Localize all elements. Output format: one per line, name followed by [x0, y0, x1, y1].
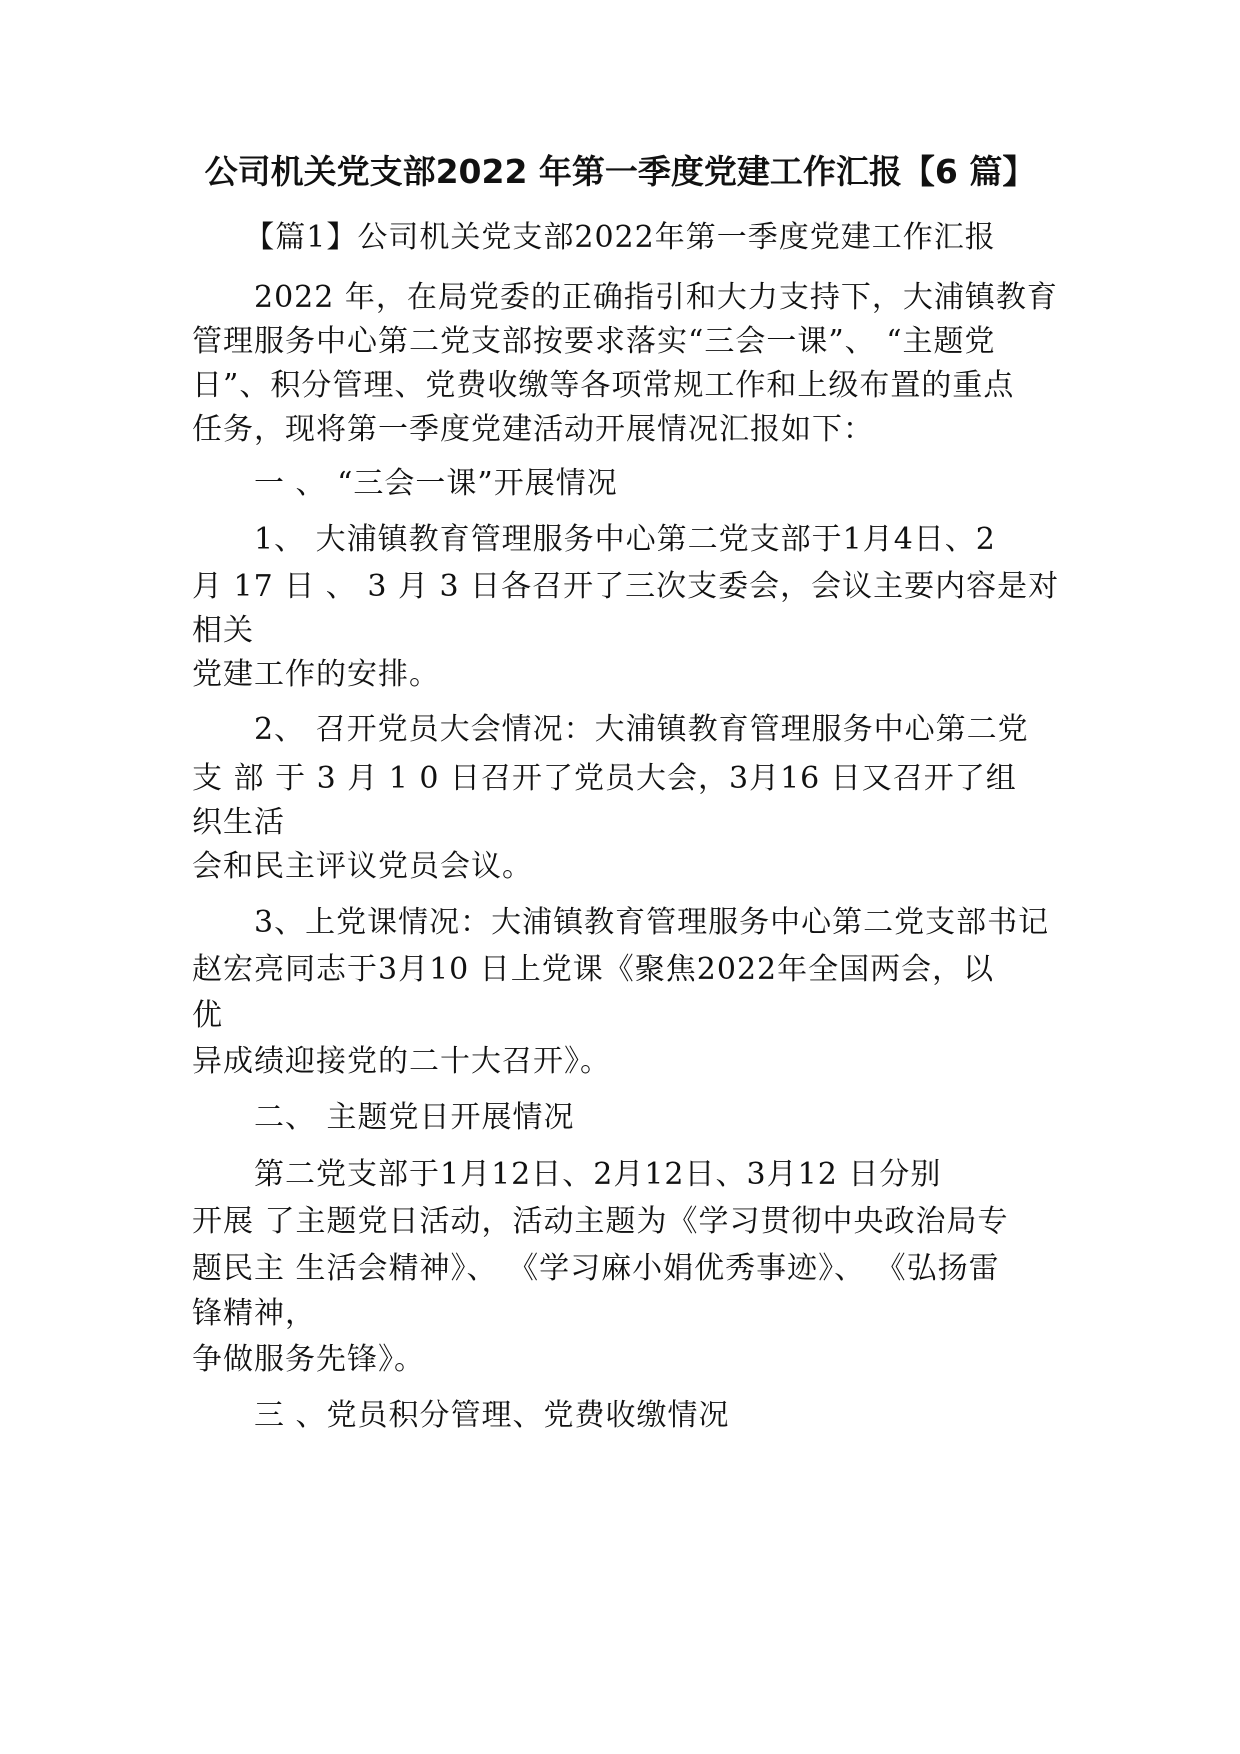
section-heading: 一 、 “三会一课”开展情况	[192, 466, 618, 501]
body-line: 织生活	[192, 805, 285, 840]
body-line: 开展 了主题党日活动，活动主题为《学习贯彻中央政治局专	[192, 1204, 1009, 1239]
section-heading: 二、 主题党日开展情况	[192, 1100, 575, 1135]
body-line: 争做服务先锋》。	[192, 1342, 425, 1377]
body-line: 管理服务中心第二党支部按要求落实“三会一课”、 “主题党	[192, 324, 996, 359]
body-line: 党建工作的安排。	[192, 657, 440, 692]
body-line: 任务，现将第一季度党建活动开展情况汇报如下：	[192, 412, 874, 447]
body-line: 3、上党课情况：大浦镇教育管理服务中心第二党支部书记	[192, 905, 1050, 940]
document-subtitle: 【篇1】公司机关党支部2022年第一季度党建工作汇报	[244, 220, 996, 255]
body-line: 优	[192, 998, 223, 1033]
body-line: 会和民主评议党员会议。	[192, 849, 533, 884]
body-line: 2022 年，在局党委的正确指引和大力支持下，大浦镇教育	[192, 280, 1058, 315]
body-line: 1、 大浦镇教育管理服务中心第二党支部于1月4日、2	[192, 522, 996, 557]
body-line: 锋精神，	[192, 1296, 316, 1331]
body-line: 异成绩迎接党的二十大召开》。	[192, 1044, 611, 1079]
body-line: 赵宏亮同志于3月10 日上党课《聚焦2022年全国两会，以	[192, 952, 995, 987]
body-line: 日”、积分管理、党费收缴等各项常规工作和上级布置的重点	[192, 368, 1015, 403]
body-line: 月 17 日 、 3 月 3 日各召开了三次支委会，会议主要内容是对	[192, 569, 1060, 604]
body-line: 2、 召开党员大会情况：大浦镇教育管理服务中心第二党	[192, 712, 1029, 747]
body-line: 第二党支部于1月12日、2月12日、3月12 日分别	[192, 1157, 942, 1192]
body-line: 支 部 于 3 月 1 0 日召开了党员大会，3月16 日又召开了组	[192, 761, 1017, 796]
section-heading: 三 、党员积分管理、党费收缴情况	[192, 1398, 730, 1433]
body-line: 相关	[192, 613, 254, 648]
document-title: 公司机关党支部2022 年第一季度党建工作汇报【6 篇】	[204, 152, 1036, 191]
body-line: 题民主 生活会精神》、 《学习麻小娟优秀事迹》、 《弘扬雷	[192, 1251, 1000, 1286]
